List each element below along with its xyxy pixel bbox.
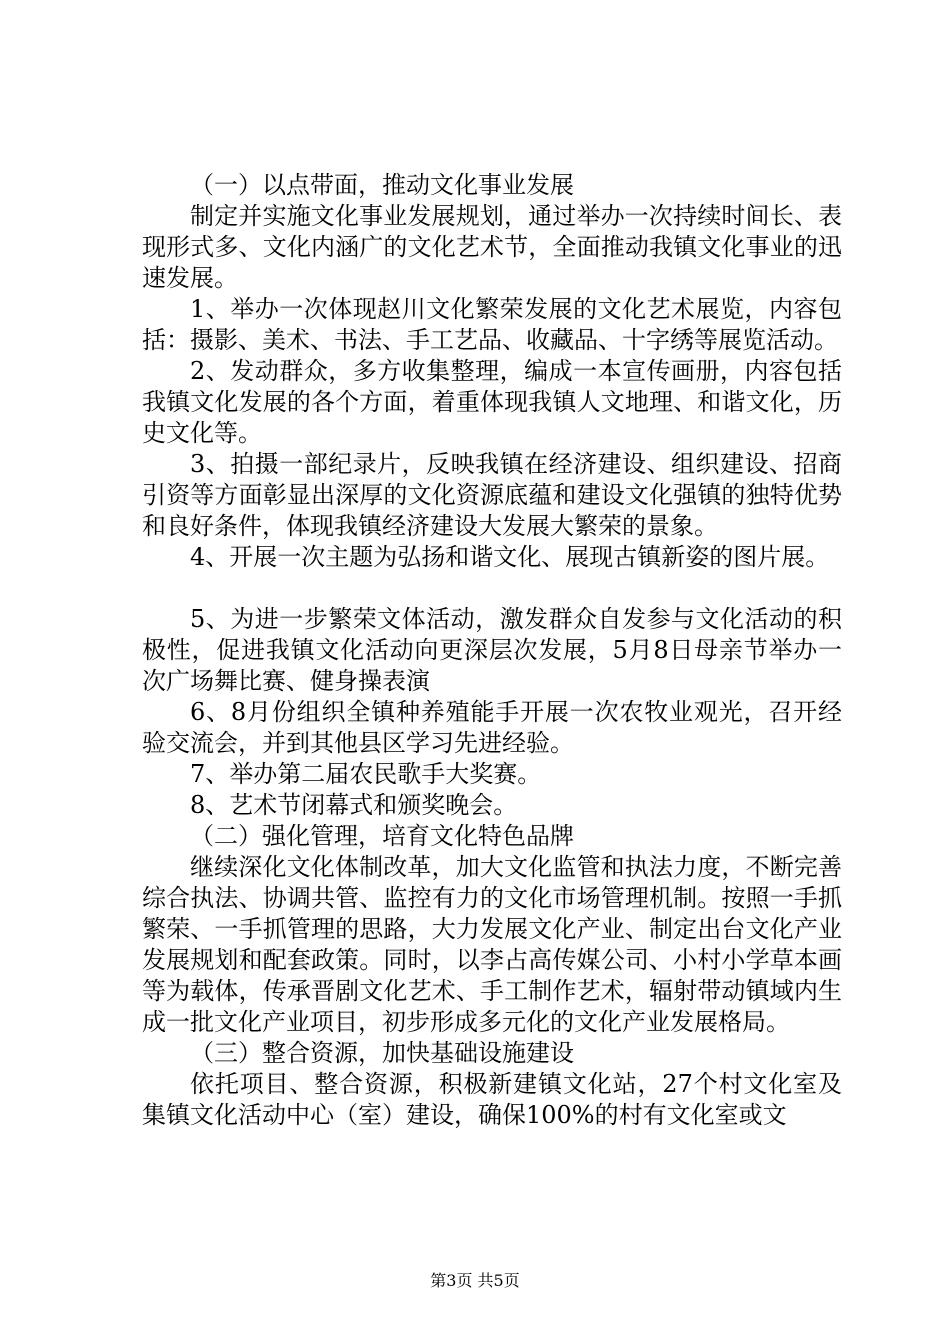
list-item-5: 5、为进一步繁荣文体活动，激发群众自发参与文化活动的积极性，促进我镇文化活动向更深层次发展，5月8日母亲节举办一次广场舞比赛、健身操表演 bbox=[142, 605, 842, 695]
list-item-1: 1、举办一次体现赵川文化繁荣发展的文化艺术展览，内容包括：摄影、美术、书法、手工艺品、收藏品、十字绣等展览活动。 bbox=[142, 295, 842, 354]
section-heading-1: （一）以点带面，推动文化事业发展 bbox=[190, 171, 574, 199]
page-number-footer: 第3页 共5页 bbox=[430, 1271, 520, 1290]
list-item-2: 2、发动群众，多方收集整理，编成一本宣传画册，内容包括我镇文化发展的各个方面，着重体现我镇人文地理、和谐文化，历史文化等。 bbox=[142, 357, 842, 447]
paragraph: 依托项目、整合资源，积极新建镇文化站，27个村文化室及集镇文化活动中心（室）建设，确保100%的村有文化室或文 bbox=[142, 1070, 842, 1129]
list-item-3: 3、拍摄一部纪录片，反映我镇在经济建设、组织建设、招商引资等方面彰显出深厚的文化资源底蕴和建设文化强镇的独特优势和良好条件，体现我镇经济建设大发展大繁荣的景象。 bbox=[142, 450, 842, 540]
paragraph: 继续深化文化体制改革，加大文化监管和执法力度，不断完善综合执法、协调共管、监控有力的文化市场管理机制。按照一手抓繁荣、一手抓管理的思路，大力发展文化产业、制定出台文化产业发展规划和配套政策。同时，以李占高传媒公司、小村小学草本画等为载体，传承晋剧文化艺术、手工制作艺术，辐射带动镇域内生成一批文化产业项目，初步形成多元化的文化产业发展格局。 bbox=[142, 853, 842, 1036]
list-item-4: 4、开展一次主题为弘扬和谐文化、展现古镇新姿的图片展。 bbox=[190, 543, 830, 571]
section-heading-3: （三）整合资源，加快基础设施建设 bbox=[190, 1039, 574, 1067]
list-item-7: 7、举办第二届农民歌手大奖赛。 bbox=[190, 760, 542, 788]
blank-line bbox=[142, 573, 842, 604]
paragraph: 制定并实施文化事业发展规划，通过举办一次持续时间长、表现形式多、文化内涵广的文化艺术节，全面推动我镇文化事业的迅速发展。 bbox=[142, 202, 842, 292]
list-item-6: 6、8月份组织全镇种养殖能手开展一次农牧业观光，召开经验交流会，并到其他县区学习先进经验。 bbox=[142, 698, 842, 757]
document-body bbox=[142, 170, 842, 1131]
list-item-8: 8、艺术节闭幕式和颁奖晚会。 bbox=[190, 791, 518, 819]
section-heading-2: （二）强化管理，培育文化特色品牌 bbox=[190, 822, 574, 850]
